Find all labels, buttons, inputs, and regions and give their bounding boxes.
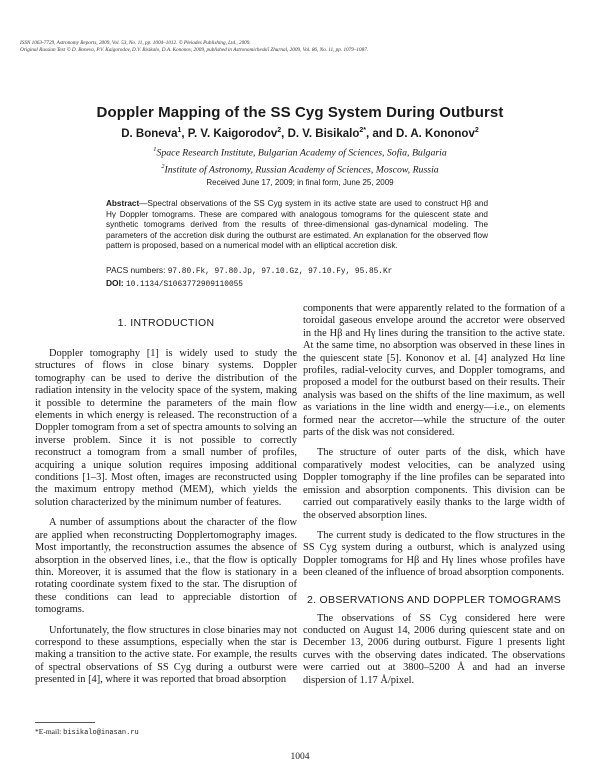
footnote-email[interactable]: bisikalo@inasan.ru (63, 729, 139, 737)
doi-value[interactable]: 10.1134/S1063772909110055 (126, 281, 243, 289)
body-paragraph: Doppler tomography [1] is widely used to study the structures of flows in close binary systems. Doppler tomography can be used to derive the distribution of the radiation intensity in the velocity space of the system, making it possible to determine the parameters of the main flow elements in which energy is released. The reconstruction of a Doppler tomogram from a set of spectra amounts to solving an inverse problem. Since it is not possible to correctly reconstruct a tomogram from a small number of profiles, acquiring a unique solution requires imposing additional conditions [1–3]. Most often, images are reconstructed using the maximum entropy method (MEM), which yields the solution characterized by the minimum number of features. (35, 348, 297, 508)
abstract-label: Abstract (106, 199, 140, 208)
author-name: D. Boneva (121, 127, 178, 140)
author-affiliation-mark: 1 (177, 127, 182, 134)
journal-header-line-2: Original Russian Text © D. Boneva, P.V. Kaigorodov, D.V. Bisikalo, D.A. Kononov, 2009, published in Astronomicheskiĭ Zhurnal, 2009, Vol. 86, No. 11, pp. 1079–1087. (20, 47, 369, 53)
affiliation-text: Space Research Institute, Bulgarian Academy of Sciences, Sofia, Bulgaria (156, 147, 447, 159)
affiliation-text: Institute of Astronomy, Russian Academy of Sciences, Moscow, Russia (164, 164, 439, 176)
abstract (106, 199, 488, 252)
body-paragraph: components that were apparently related to the formation of a toroidal gaseous envelope around the accretor were observed in the Hβ and Hγ lines during the transition to the active state. At the same time, no absorption was observed in these lines in the quiescent state [5]. Kononov et al. [4] analyzed Hα line profiles, radial-velocity curves, and Doppler tomograms, and proposed a model for the outburst based on their results. Their analysis was based on the shifts of the line maximum, as well as variations in the line width and energy—i.e., on elements formed near the accretor—while the structure of the outer parts of the disk was not considered. (303, 303, 565, 439)
pacs-values: 97.80.Fk, 97.80.Jp, 97.10.Gz, 97.10.Fy, 95.85.Kr (167, 268, 393, 276)
author-name: P. V. Kaigorodov (187, 127, 278, 140)
right-column (303, 303, 565, 695)
author-conjunction: and (372, 127, 393, 140)
affiliation (0, 146, 600, 158)
footnote-divider (35, 722, 95, 723)
body-paragraph: The observations of SS Cyg considered here were conducted on August 14, 2006 during quiescent state and on December 13, 2006 during outburst. Figure 1 presents light curves with the observing dates indicated. The observations were carried out at 3800–5200 Å and had an inverse dispersion of 1.17 Å/pixel. (303, 612, 565, 686)
doi-label: DOI: (106, 278, 127, 288)
author-name: D. A. Kononov (396, 127, 475, 140)
author-affiliation-mark: 2* (359, 127, 366, 134)
affiliation-mark: 1 (153, 146, 157, 153)
author-list: D. Boneva$^1$, P. V. Kaigorodov$^2$, D. V. Bisikalo$^{2*}$, and D. A. Kononov$^2$ (121, 127, 479, 140)
doi (106, 278, 488, 289)
left-column (35, 348, 297, 695)
received-date: Received June 17, 2009; in final form, June 25, 2009 (206, 178, 394, 187)
body-paragraph: The current study is dedicated to the flow structures in the SS Cyg system during a outburst, which is analyzed using Doppler tomograms for Hβ and Hγ lines whose profiles have been cleaned of the influence of broad absorption components. (303, 529, 565, 579)
pacs-numbers (106, 265, 488, 278)
section-heading-observations: 2. OBSERVATIONS AND DOPPLER TOMOGRAMS (306, 593, 562, 606)
body-paragraph: Unfortunately, the flow structures in close binaries may not correspond to these assumptions, especially when the star is making a transition to the active state. For example, the results of spectral observations of SS Cyg during a outburst were presented in [4], where it was reported that broad absorption (35, 624, 297, 686)
affiliation (0, 163, 600, 175)
paper-title: Doppler Mapping of the SS Cyg System During Outburst (96, 104, 504, 121)
footnote (35, 727, 139, 737)
page-number: 1004 (290, 752, 310, 762)
footnote-label: *E-mail: (35, 727, 64, 736)
section-heading-introduction: 1. INTRODUCTION (117, 317, 215, 329)
abstract-text: —Spectral observations of the SS Cyg system in its active state are used to construct Hβ and Hγ Doppler tomograms. These are compared with analogous tomograms for the quiescent state and synthetic tomograms derived from the results of three-dimensional gas-dynamical modeling. The parameters of the accretion disk during the outburst are estimated. An explanation for the observed flow pattern is proposed, based on a numerical model with an elliptical accretion disk. (106, 199, 488, 251)
author-affiliation-mark: 2 (474, 127, 479, 134)
pacs-label: PACS numbers: (106, 265, 168, 275)
author-name: D. V. Bisikalo (287, 127, 360, 140)
author-affiliation-mark: 2 (277, 127, 282, 134)
journal-header-line-1: ISSN 1063-7729, Astronomy Reports, 2009, Vol. 53, No. 11, pp. 1004–1012. © Pleiades Publishing, Ltd., 2009. (20, 40, 251, 46)
body-paragraph: The structure of outer parts of the disk, which have comparatively modest velocities, can be analyzed using Doppler tomography if the line profiles can be separated into emission and absorption components. This division can be carried out comparatively easily thanks to the large width of the observed absorption lines. (303, 447, 565, 521)
body-paragraph: A number of assumptions about the character of the flow are applied when reconstructing Dopplertomography images. Most importantly, the reconstruction assumes the absence of absorption in the observed lines, i.e., that the flow is optically thin. Moreover, it is assumed that the flow is stationary in a rotating coordinate system fixed to the star. The disruption of these conditions can lead to appreciable distortion of tomograms. (35, 517, 297, 616)
affiliation-mark: 2 (161, 163, 165, 170)
